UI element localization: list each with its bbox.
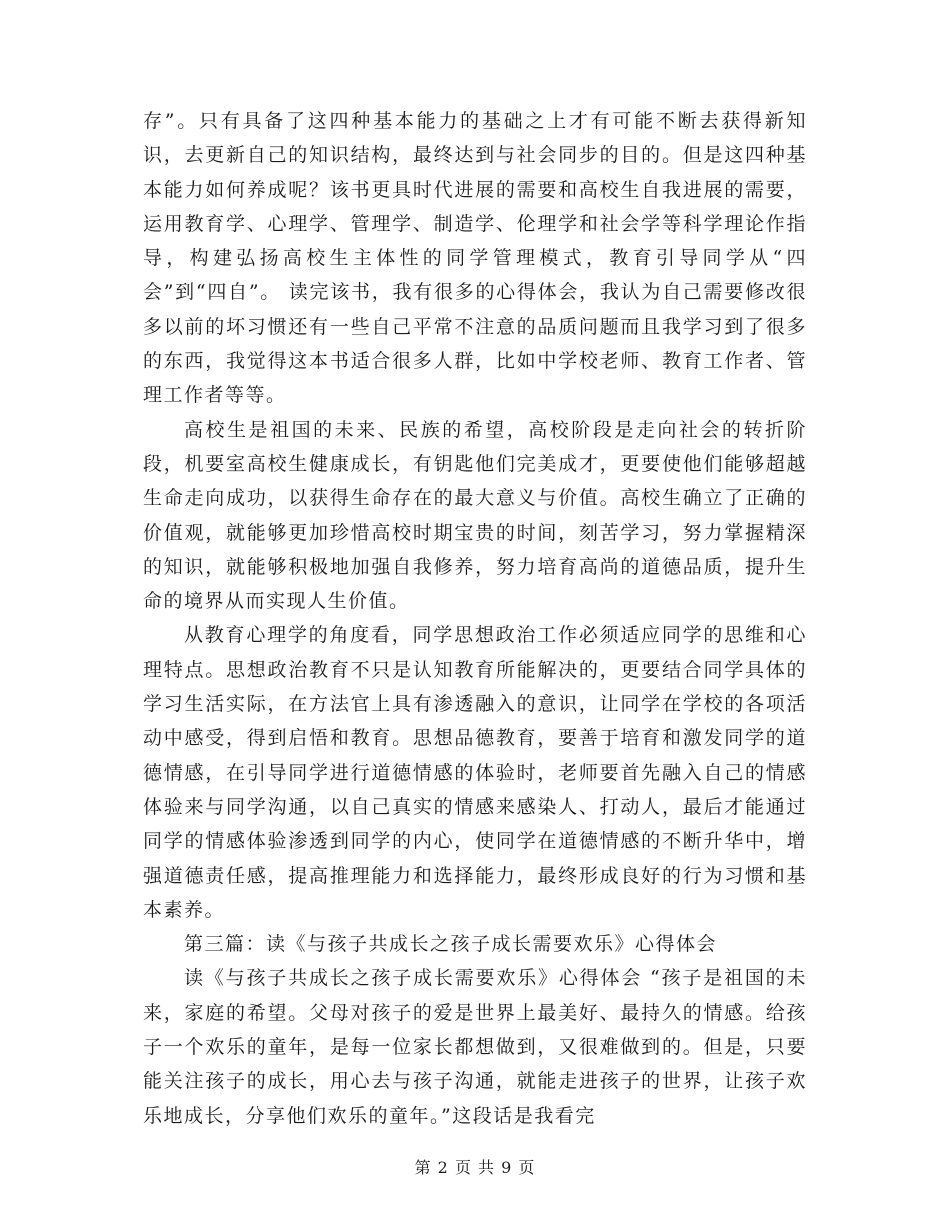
page-number-footer: 第 2 页 共 9 页 xyxy=(414,1158,536,1177)
paragraph-continuation: 存”。只有具备了这四种基本能力的基础之上才有可能不断去获得新知识，去更新自己的知识结构，最终达到与社会同步的目的。但是这四种基本能力如何养成呢？该书更具时代进展的需要和高校生自我进展的需要，运用教育学、心理学、管理学、制造学、伦理学和社会学等科学理论作指导，构建弘扬高校生主体性的同学管理模式，教育引导同学从“四会”到“四自”。 读完该书，我有很多的心得体会，我认为自己需要修改很多以前的坏习惯还有一些自己平常不注意的品质问题而且我学习到了很多的东西，我觉得这本书适合很多人群，比如中学校老师、教育工作者、管理工作者等等。 xyxy=(143,110,807,407)
paragraph-college-students: 高校生是祖国的未来、民族的希望，高校阶段是走向社会的转折阶段，机要室高校生健康成长，有钥匙他们完美成才，更要使他们能够超越生命走向成功，以获得生命存在的最大意义与价值。高校生确立了正确的价值观，就能够更加珍惜高校时期宝贵的时间，刻苦学习，努力掌握精深的知识，就能够积极地加强自我修养，努力培育高尚的道德品质，提升生命的境界从而实现人生价值。 xyxy=(143,418,807,613)
paragraph-reading-notes: 读《与孩子共成长之孩子成长需要欢乐》心得体会 “孩子是祖国的未来，家庭的希望。父母对孩子的爱是世界上最美好、最持久的情感。给孩子一个欢乐的童年，是每一位家长都想做到，又很难做到的。但是，只要能关注孩子的成长，用心去与孩子沟通，就能走进孩子的世界，让孩子欢乐地成长，分享他们欢乐的童年。”这段话是我看完 xyxy=(143,967,807,1127)
document-page xyxy=(143,104,807,1133)
section-heading-part-three: 第三篇：读《与孩子共成长之孩子成长需要欢乐》心得体会 xyxy=(184,933,718,956)
paragraph-educational-psychology: 从教育心理学的角度看，同学思想政治工作必须适应同学的思维和心理特点。思想政治教育不只是认知教育所能解决的，更要结合同学具体的学习生活实际，在方法官上具有渗透融入的意识，让同学在学校的各项活动中感受，得到启悟和教育。思想品德教育，要善于培育和激发同学的道德情感，在引导同学进行道德情感的体验时，老师要首先融入自己的情感体验来与同学沟通，以自己真实的情感来感染人、打动人，最后才能通过同学的情感体验渗透到同学的内心，使同学在道德情感的不断升华中，增强道德责任感，提高推理能力和选择能力，最终形成良好的行为习惯和基本素养。 xyxy=(143,624,807,921)
